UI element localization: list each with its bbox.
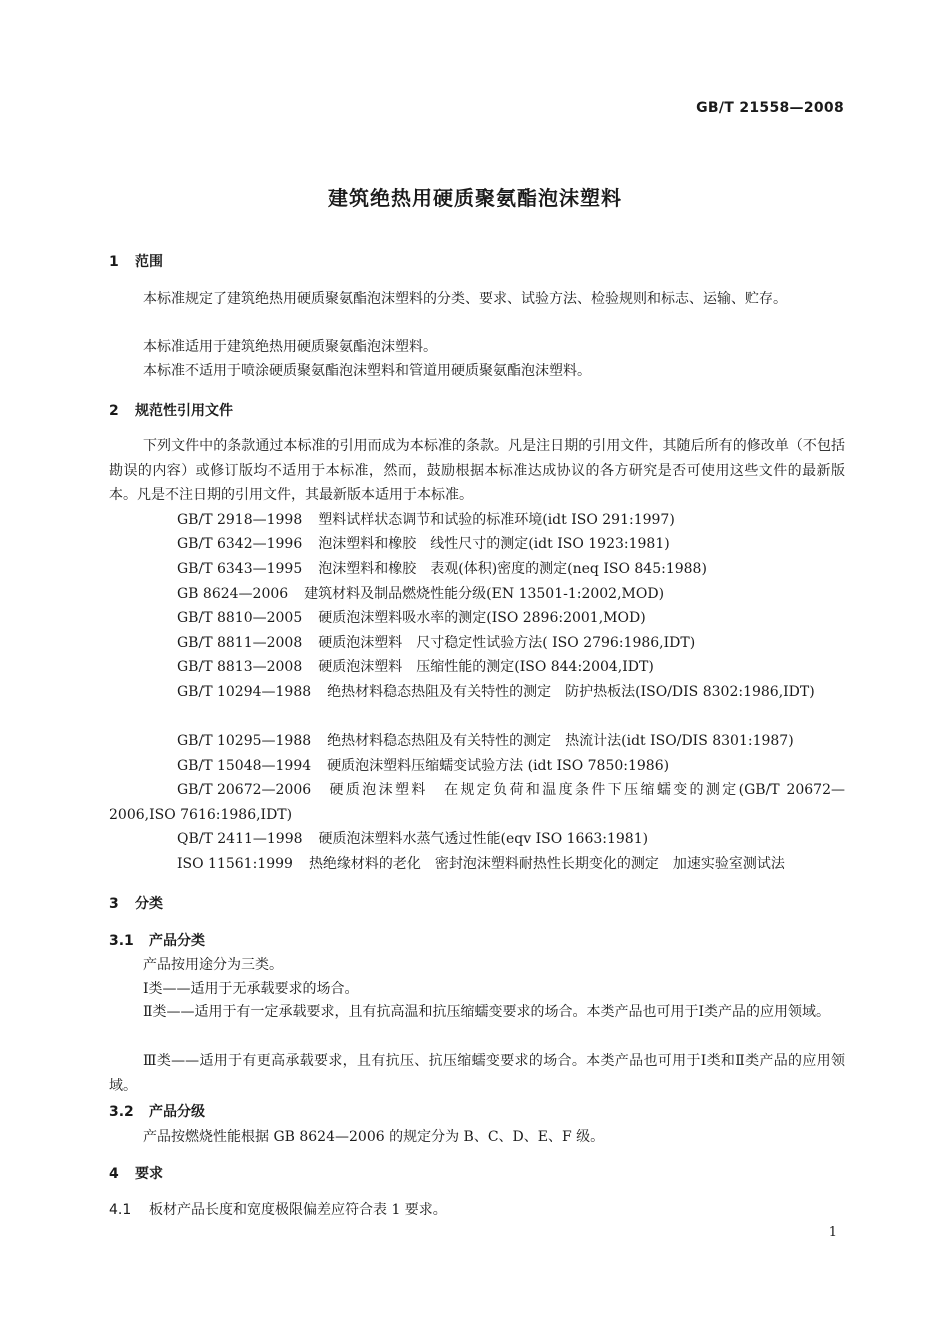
document-title: 建筑绝热用硬质聚氨酯泡沫塑料	[328, 186, 622, 210]
paragraph	[109, 1000, 845, 1025]
standard-number: GB/T 21558—2008	[696, 100, 844, 116]
section-2-heading	[109, 400, 233, 420]
paragraph-text: 本标准规定了建筑绝热用硬质聚氨酯泡沫塑料的分类、要求、试验方法、检验规则和标志、运输、贮存。	[143, 291, 787, 307]
reference-item	[109, 532, 845, 557]
paragraph: 产品按燃烧性能根据 GB 8624—2006 的规定分为 B、C、D、E、F 级。	[143, 1129, 605, 1145]
reference-title: 热绝缘材料的老化 密封泡沫塑料耐热性长期变化的测定 加速实验室测试法	[308, 856, 785, 872]
section-number: 2	[109, 403, 119, 419]
reference-title: 泡沫塑料和橡胶 线性尺寸的测定(idt ISO 1923:1981)	[318, 536, 670, 552]
paragraph: Ⅰ类——适用于无承载要求的场合。	[143, 981, 359, 997]
section-number: 1	[109, 254, 119, 270]
paragraph-text: 下列文件中的条款通过本标准的引用而成为本标准的条款。凡是注日期的引用文件，其随后所有的修改单（不包括勘误的内容）或修订版均不适用于本标准，然而，鼓励根据本标准达成协议的各方研究是否可使用这些文件的最新版本。凡是不注日期的引用文件，其最新版本适用于本标准。	[109, 438, 845, 503]
section-title: 要求	[135, 1166, 163, 1182]
reference-item	[109, 582, 845, 607]
reference-code: GB/T 20672—2006	[177, 782, 312, 798]
reference-code: GB/T 8813—2008	[177, 659, 303, 675]
reference-item	[109, 754, 845, 779]
reference-item	[109, 729, 845, 754]
paragraph: 产品按用途分为三类。	[143, 957, 283, 973]
reference-title: 建筑材料及制品燃烧性能分级(EN 13501-1:2002,MOD)	[304, 586, 665, 602]
reference-item	[109, 508, 845, 533]
section-number: 4	[109, 1166, 119, 1182]
reference-item	[109, 606, 845, 631]
reference-title: 硬质泡沫塑料水蒸气透过性能(eqv ISO 1663:1981)	[318, 831, 649, 847]
reference-item	[109, 557, 845, 582]
reference-item	[109, 827, 845, 852]
paragraph	[109, 434, 845, 508]
reference-code: GB/T 8811—2008	[177, 635, 303, 651]
reference-title: 硬质泡沫塑料 尺寸稳定性试验方法( ISO 2796:1986,IDT)	[318, 635, 696, 651]
page-number: 1	[828, 1225, 837, 1240]
paragraph-text: Ⅲ类——适用于有更高承载要求，且有抗压、抗压缩蠕变要求的场合。本类产品也可用于Ⅰ类和Ⅱ类产品的应用领域。	[109, 1053, 845, 1094]
clause-4-1	[109, 1199, 447, 1219]
section-number: 4.1	[109, 1202, 132, 1218]
section-3-2-heading	[109, 1101, 205, 1121]
reference-code: GB/T 2918—1998	[177, 512, 303, 528]
reference-item	[109, 778, 845, 827]
reference-title: 绝热材料稳态热阻及有关特性的测定 热流计法(idt ISO/DIS 8301:1987)	[327, 733, 794, 749]
reference-item	[109, 631, 845, 656]
section-3-heading	[109, 893, 163, 913]
paragraph: 本标准适用于建筑绝热用硬质聚氨酯泡沫塑料。	[143, 339, 437, 355]
reference-code: GB/T 15048—1994	[177, 758, 312, 774]
section-title: 范围	[135, 254, 163, 270]
section-number: 3	[109, 896, 119, 912]
reference-code: GB/T 10295—1988	[177, 733, 312, 749]
reference-code: QB/T 2411—1998	[177, 831, 303, 847]
paragraph	[109, 287, 845, 312]
section-number: 3.1	[109, 933, 134, 949]
reference-title: 泡沫塑料和橡胶 表观(体积)密度的测定(neq ISO 845:1988)	[318, 561, 707, 577]
reference-title: 绝热材料稳态热阻及有关特性的测定 防护热板法(ISO/DIS 8302:1986,IDT)	[327, 684, 815, 700]
section-title: 分类	[135, 896, 163, 912]
reference-item	[109, 655, 845, 680]
section-number: 3.2	[109, 1104, 134, 1120]
clause-text: 板材产品长度和宽度极限偏差应符合表 1 要求。	[149, 1202, 447, 1218]
reference-code: GB 8624—2006	[177, 586, 289, 602]
reference-title: 硬质泡沫塑料压缩蠕变试验方法 (idt ISO 7850:1986)	[327, 758, 670, 774]
paragraph-text: Ⅱ类——适用于有一定承载要求，且有抗高温和抗压缩蠕变要求的场合。本类产品也可用于Ⅰ类产品的应用领域。	[143, 1004, 831, 1020]
paragraph	[109, 1049, 845, 1098]
reference-code: GB/T 6342—1996	[177, 536, 303, 552]
reference-code: GB/T 8810—2005	[177, 610, 303, 626]
section-4-heading	[109, 1163, 163, 1183]
paragraph: 本标准不适用于喷涂硬质聚氨酯泡沫塑料和管道用硬质聚氨酯泡沫塑料。	[143, 363, 591, 379]
reference-title: 硬质泡沫塑料 在规定负荷和温度条件下压缩蠕变的测定(GB/T 20672—2006,ISO 7616:1986,IDT)	[109, 782, 845, 823]
reference-code: GB/T 10294—1988	[177, 684, 312, 700]
section-title: 产品分级	[149, 1104, 205, 1120]
section-1-heading	[109, 251, 163, 271]
reference-code: GB/T 6343—1995	[177, 561, 303, 577]
section-title: 产品分类	[149, 933, 205, 949]
reference-code: ISO 11561:1999	[177, 856, 293, 872]
section-title: 规范性引用文件	[135, 403, 233, 419]
section-3-1-heading	[109, 930, 205, 950]
reference-title: 硬质泡沫塑料吸水率的测定(ISO 2896:2001,MOD)	[318, 610, 646, 626]
reference-title: 塑料试样状态调节和试验的标准环境(idt ISO 291:1997)	[318, 512, 675, 528]
reference-item	[109, 852, 845, 877]
reference-item	[109, 680, 845, 705]
reference-title: 硬质泡沫塑料 压缩性能的测定(ISO 844:2004,IDT)	[318, 659, 654, 675]
